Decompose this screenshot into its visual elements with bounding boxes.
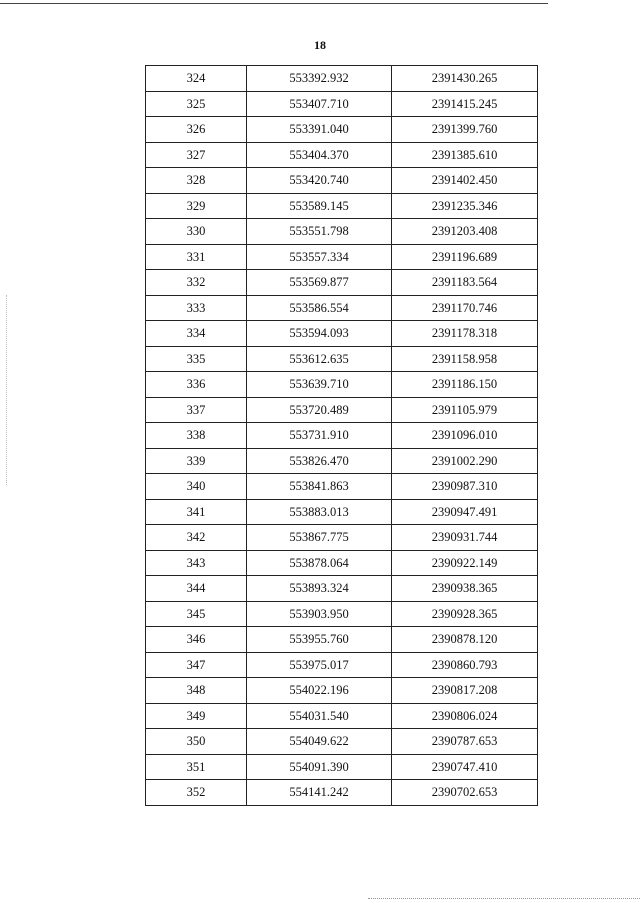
point-number-cell: 350 <box>146 729 247 755</box>
table-row <box>146 448 538 474</box>
table-row <box>146 91 538 117</box>
x-coordinate-cell: 553391.040 <box>247 117 392 143</box>
table-row <box>146 321 538 347</box>
point-number-cell: 336 <box>146 372 247 398</box>
y-coordinate-cell: 2390928.365 <box>392 601 538 627</box>
y-coordinate-cell: 2391105.979 <box>392 397 538 423</box>
y-coordinate-cell: 2391203.408 <box>392 219 538 245</box>
x-coordinate-cell: 553720.489 <box>247 397 392 423</box>
x-coordinate-cell: 553551.798 <box>247 219 392 245</box>
x-coordinate-cell: 553639.710 <box>247 372 392 398</box>
x-coordinate-cell: 553392.932 <box>247 66 392 92</box>
x-coordinate-cell: 553903.950 <box>247 601 392 627</box>
table-row <box>146 168 538 194</box>
table-row <box>146 346 538 372</box>
x-coordinate-cell: 553557.334 <box>247 244 392 270</box>
point-number-cell: 346 <box>146 627 247 653</box>
table-row <box>146 219 538 245</box>
point-number-cell: 344 <box>146 576 247 602</box>
x-coordinate-cell: 553586.554 <box>247 295 392 321</box>
x-coordinate-cell: 553569.877 <box>247 270 392 296</box>
table-row <box>146 397 538 423</box>
x-coordinate-cell: 554141.242 <box>247 780 392 806</box>
y-coordinate-cell: 2391235.346 <box>392 193 538 219</box>
y-coordinate-cell: 2391196.689 <box>392 244 538 270</box>
x-coordinate-cell: 554049.622 <box>247 729 392 755</box>
point-number-cell: 347 <box>146 652 247 678</box>
x-coordinate-cell: 553826.470 <box>247 448 392 474</box>
table-row <box>146 525 538 551</box>
table-row <box>146 754 538 780</box>
x-coordinate-cell: 554031.540 <box>247 703 392 729</box>
y-coordinate-cell: 2390931.744 <box>392 525 538 551</box>
y-coordinate-cell: 2391399.760 <box>392 117 538 143</box>
table-row <box>146 678 538 704</box>
footer-rule <box>368 898 640 899</box>
table-row <box>146 729 538 755</box>
x-coordinate-cell: 553955.760 <box>247 627 392 653</box>
x-coordinate-cell: 553612.635 <box>247 346 392 372</box>
table-row <box>146 601 538 627</box>
x-coordinate-cell: 553420.740 <box>247 168 392 194</box>
y-coordinate-cell: 2391430.265 <box>392 66 538 92</box>
y-coordinate-cell: 2391186.150 <box>392 372 538 398</box>
table-row <box>146 295 538 321</box>
point-number-cell: 335 <box>146 346 247 372</box>
y-coordinate-cell: 2390817.208 <box>392 678 538 704</box>
x-coordinate-cell: 553893.324 <box>247 576 392 602</box>
x-coordinate-cell: 554022.196 <box>247 678 392 704</box>
scan-margin-mark <box>6 295 7 485</box>
point-number-cell: 348 <box>146 678 247 704</box>
table-row <box>146 270 538 296</box>
y-coordinate-cell: 2390922.149 <box>392 550 538 576</box>
y-coordinate-cell: 2390938.365 <box>392 576 538 602</box>
table-row <box>146 652 538 678</box>
x-coordinate-cell: 553841.863 <box>247 474 392 500</box>
point-number-cell: 349 <box>146 703 247 729</box>
point-number-cell: 327 <box>146 142 247 168</box>
table-row <box>146 576 538 602</box>
y-coordinate-cell: 2390987.310 <box>392 474 538 500</box>
point-number-cell: 330 <box>146 219 247 245</box>
table-row <box>146 627 538 653</box>
y-coordinate-cell: 2391170.746 <box>392 295 538 321</box>
coordinates-table <box>145 65 538 806</box>
header-rule <box>0 3 548 4</box>
y-coordinate-cell: 2390806.024 <box>392 703 538 729</box>
x-coordinate-cell: 553404.370 <box>247 142 392 168</box>
x-coordinate-cell: 553589.145 <box>247 193 392 219</box>
point-number-cell: 351 <box>146 754 247 780</box>
y-coordinate-cell: 2390878.120 <box>392 627 538 653</box>
table-row <box>146 193 538 219</box>
y-coordinate-cell: 2391096.010 <box>392 423 538 449</box>
table-row <box>146 117 538 143</box>
table-row <box>146 703 538 729</box>
y-coordinate-cell: 2391402.450 <box>392 168 538 194</box>
y-coordinate-cell: 2391158.958 <box>392 346 538 372</box>
table-row <box>146 372 538 398</box>
table-row <box>146 499 538 525</box>
x-coordinate-cell: 553867.775 <box>247 525 392 551</box>
point-number-cell: 352 <box>146 780 247 806</box>
x-coordinate-cell: 553731.910 <box>247 423 392 449</box>
page-number: 18 <box>314 38 326 52</box>
point-number-cell: 343 <box>146 550 247 576</box>
y-coordinate-cell: 2391178.318 <box>392 321 538 347</box>
x-coordinate-cell: 553975.017 <box>247 652 392 678</box>
table-row <box>146 142 538 168</box>
point-number-cell: 328 <box>146 168 247 194</box>
point-number-cell: 332 <box>146 270 247 296</box>
x-coordinate-cell: 554091.390 <box>247 754 392 780</box>
point-number-cell: 340 <box>146 474 247 500</box>
point-number-cell: 337 <box>146 397 247 423</box>
y-coordinate-cell: 2390787.653 <box>392 729 538 755</box>
x-coordinate-cell: 553883.013 <box>247 499 392 525</box>
y-coordinate-cell: 2391183.564 <box>392 270 538 296</box>
point-number-cell: 339 <box>146 448 247 474</box>
x-coordinate-cell: 553594.093 <box>247 321 392 347</box>
point-number-cell: 341 <box>146 499 247 525</box>
y-coordinate-cell: 2390702.653 <box>392 780 538 806</box>
table-row <box>146 780 538 806</box>
point-number-cell: 326 <box>146 117 247 143</box>
table-row <box>146 550 538 576</box>
table-row <box>146 474 538 500</box>
coordinates-table-body <box>146 66 538 806</box>
table-row <box>146 244 538 270</box>
y-coordinate-cell: 2391385.610 <box>392 142 538 168</box>
y-coordinate-cell: 2390860.793 <box>392 652 538 678</box>
point-number-cell: 342 <box>146 525 247 551</box>
y-coordinate-cell: 2391002.290 <box>392 448 538 474</box>
x-coordinate-cell: 553407.710 <box>247 91 392 117</box>
table-row <box>146 423 538 449</box>
point-number-cell: 345 <box>146 601 247 627</box>
x-coordinate-cell: 553878.064 <box>247 550 392 576</box>
point-number-cell: 329 <box>146 193 247 219</box>
table-row <box>146 66 538 92</box>
y-coordinate-cell: 2390947.491 <box>392 499 538 525</box>
point-number-cell: 338 <box>146 423 247 449</box>
point-number-cell: 333 <box>146 295 247 321</box>
point-number-cell: 324 <box>146 66 247 92</box>
y-coordinate-cell: 2391415.245 <box>392 91 538 117</box>
point-number-cell: 331 <box>146 244 247 270</box>
point-number-cell: 325 <box>146 91 247 117</box>
point-number-cell: 334 <box>146 321 247 347</box>
y-coordinate-cell: 2390747.410 <box>392 754 538 780</box>
